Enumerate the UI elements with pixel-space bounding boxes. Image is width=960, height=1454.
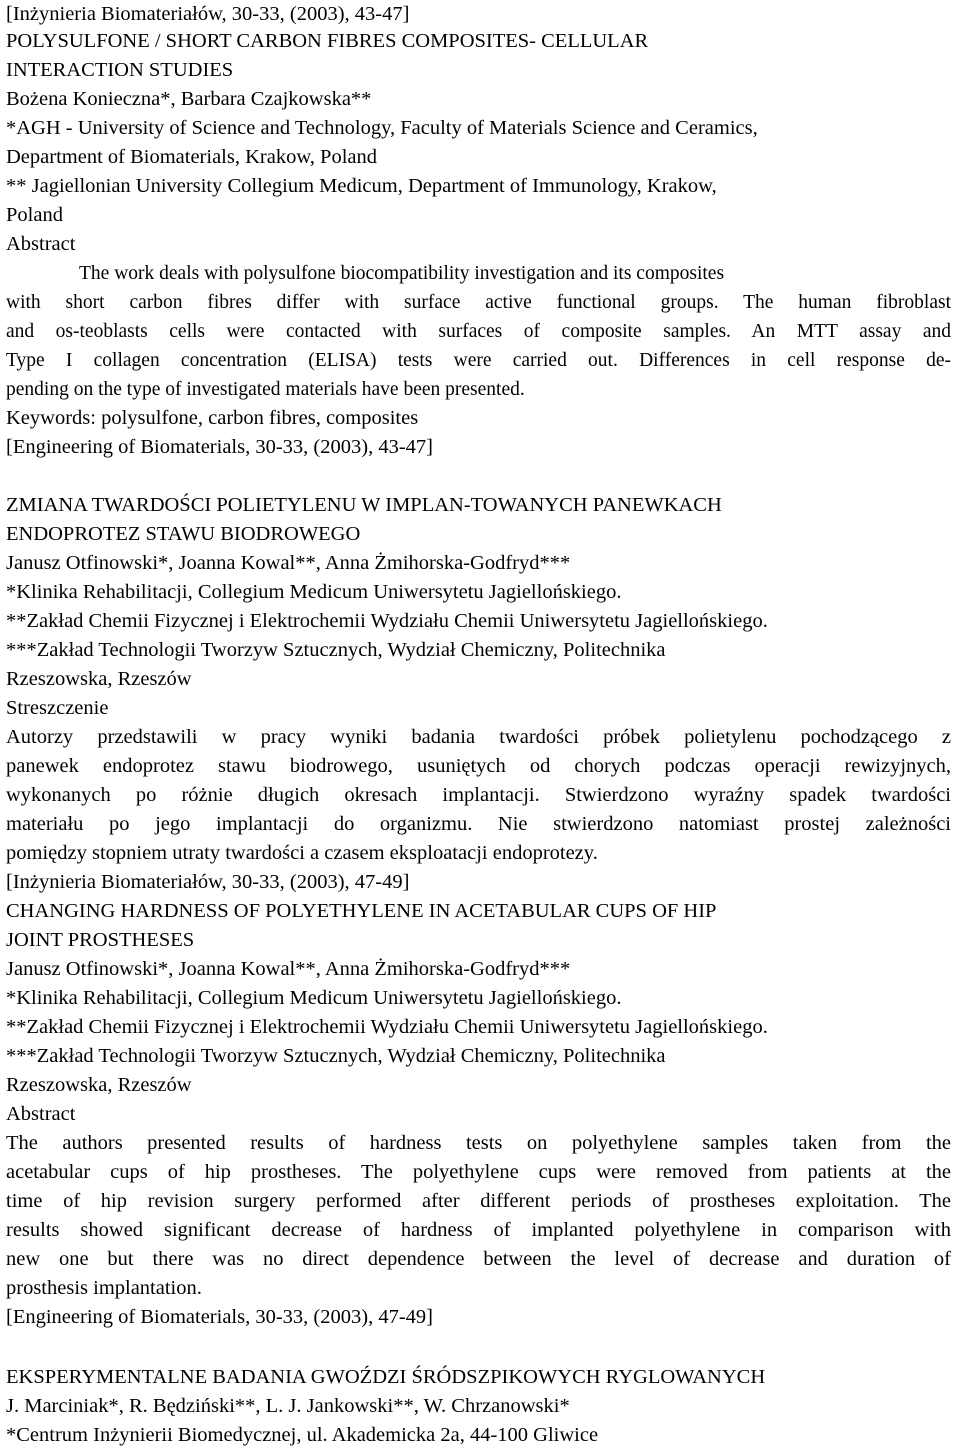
article3-authors: Janusz Otfinowski*, Joanna Kowal**, Anna Żmihorska-Godfryd***	[6, 958, 571, 980]
article3-affiliation3-line2: Rzeszowska, Rzeszów	[6, 1074, 192, 1096]
article3-abstract-line: acetabular cups of hip prostheses. The polyethylene cups were removed from patients at the	[6, 1161, 951, 1183]
article2-abstract-line: panewek endoprotez stawu biodrowego, usuniętych od chorych podczas operacji rewizyjnych,	[6, 755, 951, 777]
article2-authors: Janusz Otfinowski*, Joanna Kowal**, Anna Żmihorska-Godfryd***	[6, 552, 571, 574]
article2-title-line1: ZMIANA TWARDOŚCI POLIETYLENU W IMPLAN-TOWANYCH PANEWKACH	[6, 494, 722, 516]
article3-title-line1: CHANGING HARDNESS OF POLYETHYLENE IN ACETABULAR CUPS OF HIP	[6, 900, 717, 922]
article1-authors: Bożena Konieczna*, Barbara Czajkowska**	[6, 88, 372, 110]
article4-affiliation1: *Centrum Inżynierii Biomedycznej, ul. Akademicka 2a, 44-100 Gliwice	[6, 1424, 599, 1446]
article1-abstract-line: The work deals with polysulfone biocompatibility investigation and its composites	[79, 263, 725, 284]
article3-abstract-line: The authors presented results of hardness tests on polyethylene samples taken from the	[6, 1132, 951, 1154]
article1-ref-en: [Engineering of Biomaterials, 30-33, (2003), 43-47]	[6, 436, 433, 458]
article3-title-line2: JOINT PROSTHESES	[6, 929, 195, 951]
article2-abstract-heading: Streszczenie	[6, 697, 109, 719]
article1-title-line1: POLYSULFONE / SHORT CARBON FIBRES COMPOSITES- CELLULAR	[6, 30, 649, 52]
article3-affiliation3-line1: ***Zakład Technologii Tworzyw Sztucznych, Wydział Chemiczny, Politechnika	[6, 1045, 666, 1067]
article3-ref-pl: [Inżynieria Biomateriałów, 30-33, (2003), 47-49]	[6, 871, 410, 893]
article2-title-line2: ENDOPROTEZ STAWU BIODROWEGO	[6, 523, 361, 545]
article4-title: EKSPERYMENTALNE BADANIA GWOŹDZI ŚRÓDSZPIKOWYCH RYGLOWANYCH	[6, 1366, 766, 1388]
article1-affiliation2-line1: ** Jagiellonian University Collegium Medicum, Department of Immunology, Krakow,	[6, 175, 717, 197]
article1-abstract-line: Type I collagen concentration (ELISA) tests were carried out. Differences in cell response de-	[6, 350, 951, 371]
article2-affiliation1: *Klinika Rehabilitacji, Collegium Medicum Uniwersytetu Jagiellońskiego.	[6, 581, 622, 603]
article3-affiliation2: **Zakład Chemii Fizycznej i Elektrochemii Wydziału Chemii Uniwersytetu Jagiellońskiego.	[6, 1016, 768, 1038]
article4-authors: J. Marciniak*, R. Będziński**, L. J. Jankowski**, W. Chrzanowski*	[6, 1395, 570, 1417]
article3-abstract-line: time of hip revision surgery performed after different periods of prostheses exploitation. The	[6, 1190, 951, 1212]
article2-affiliation3-line2: Rzeszowska, Rzeszów	[6, 668, 192, 690]
article1-affiliation1-line1: *AGH - University of Science and Technology, Faculty of Materials Science and Ceramics,	[6, 117, 758, 139]
article1-abstract-line: and os-teoblasts cells were contacted with surfaces of composite samples. An MTT assay and	[6, 321, 951, 342]
article1-keywords: Keywords: polysulfone, carbon fibres, composites	[6, 407, 419, 429]
article1-affiliation1-line2: Department of Biomaterials, Krakow, Poland	[6, 146, 377, 168]
article2-affiliation2: **Zakład Chemii Fizycznej i Elektrochemii Wydziału Chemii Uniwersytetu Jagiellońskiego.	[6, 610, 768, 632]
article2-abstract-line: Autorzy przedstawili w pracy wyniki badania twardości próbek polietylenu pochodzącego z	[6, 726, 951, 748]
article1-abstract-line: pending on the type of investigated materials have been presented.	[6, 379, 525, 400]
article1-affiliation2-line2: Poland	[6, 204, 63, 226]
article2-abstract-line: pomiędzy stopniem utraty twardości a czasem eksploatacji endoprotezy.	[6, 842, 598, 864]
article1-ref-pl: [Inżynieria Biomateriałów, 30-33, (2003), 43-47]	[6, 3, 410, 25]
article2-abstract-line: materiału po jego implantacji do organizmu. Nie stwierdzono natomiast prostej zależności	[6, 813, 951, 835]
article1-abstract-line: with short carbon fibres differ with surface active functional groups. The human fibroblast	[6, 292, 951, 313]
article3-abstract-heading: Abstract	[6, 1103, 76, 1125]
article2-affiliation3-line1: ***Zakład Technologii Tworzyw Sztucznych, Wydział Chemiczny, Politechnika	[6, 639, 666, 661]
article2-abstract-line: wykonanych po różnie długich okresach implantacji. Stwierdzono wyraźny spadek twardości	[6, 784, 951, 806]
article3-abstract-line: prosthesis implantation.	[6, 1277, 202, 1299]
article1-abstract-heading: Abstract	[6, 233, 76, 255]
article3-abstract-line: results showed significant decrease of hardness of implanted polyethylene in comparison with	[6, 1219, 951, 1241]
article1-title-line2: INTERACTION STUDIES	[6, 59, 234, 81]
article3-abstract-line: new one but there was no direct dependence between the level of decrease and duration of	[6, 1248, 951, 1270]
article3-ref-en: [Engineering of Biomaterials, 30-33, (2003), 47-49]	[6, 1306, 433, 1328]
article3-affiliation1: *Klinika Rehabilitacji, Collegium Medicum Uniwersytetu Jagiellońskiego.	[6, 987, 622, 1009]
